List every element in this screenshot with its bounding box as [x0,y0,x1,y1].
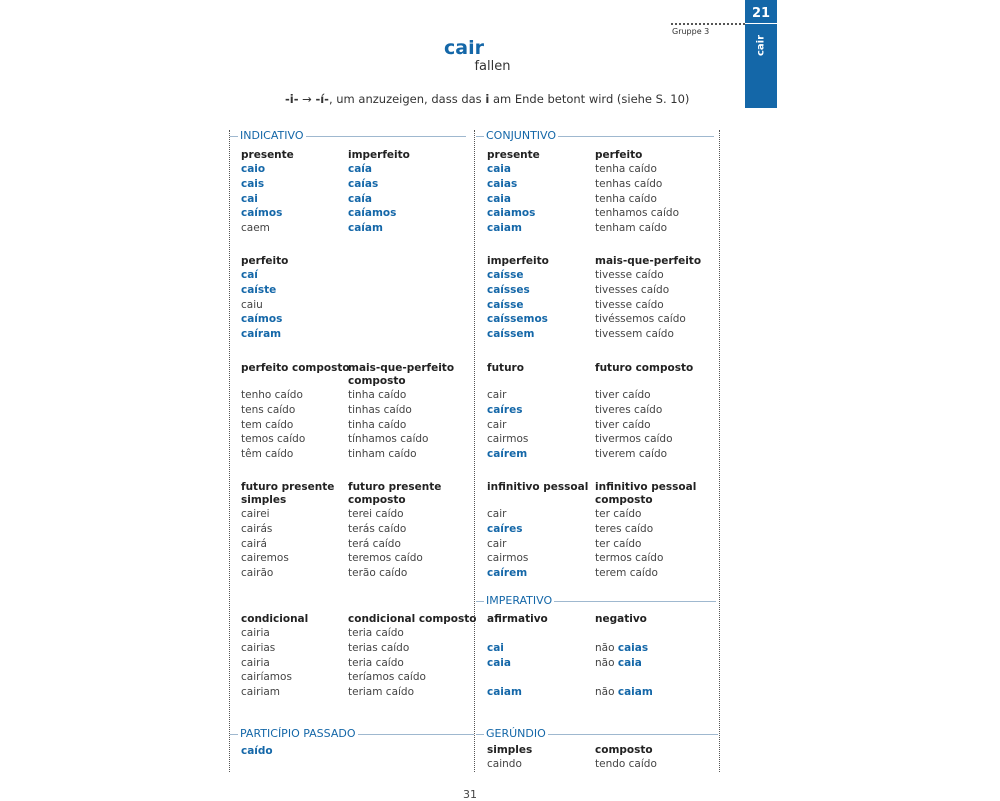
tense-heading: perfeito [241,255,289,267]
tense-heading: perfeito composto [241,362,350,374]
tense-heading-2: composto [348,494,406,506]
participio-passado [241,744,273,759]
tense-heading: futuro [487,362,524,374]
form: caio [241,163,266,175]
page-number: 31 [463,788,477,801]
gerundio-simples [487,744,532,772]
form: cairão [241,567,274,580]
form: caías [348,177,379,190]
tense-heading: imperfeito [348,149,410,161]
form: teriam caído [348,686,415,699]
rule-text-2: am Ende betont wird (siehe S. 10) [489,92,690,106]
verb-title: cair [444,37,484,59]
form-row [595,641,653,656]
form: cai [487,641,504,654]
ind-imperfeito [348,149,410,236]
conj-imperfeito [487,255,549,342]
form: caíssem [487,328,535,341]
form: cairia [241,656,270,669]
form: tinha caído [348,389,407,401]
conj-futuro-composto [595,362,693,462]
form: tiverem caído [595,448,668,461]
right-border [719,130,720,772]
form: cai [241,192,258,205]
form: caíssemos [487,313,548,326]
form: cairmos [487,552,529,565]
form: terem caído [595,567,658,580]
ind-condicional-composto [348,613,476,700]
form: tenham caído [595,222,668,235]
section-participio: PARTICÍPIO PASSADO [230,727,474,740]
form: teria caído [348,627,404,639]
form: tenhamos caído [595,207,679,220]
chapter-number: 21 [751,6,771,21]
tense-heading: presente [241,149,294,161]
form: tendo caído [595,758,657,770]
tense-heading: infinitivo pessoal [595,481,697,493]
rule-from: -i- [285,92,299,106]
form: caiamos [487,207,536,220]
tense-heading-2: simples [241,494,287,506]
ind-presente [241,149,294,236]
form: terás caído [348,522,407,535]
form: cair [487,508,507,520]
form: caiam [487,222,522,235]
form: tiver caído [595,389,651,401]
form: caiam [617,686,653,699]
inf-pessoal-composto [595,481,696,581]
form: cairíamos [241,671,292,684]
gerundio-composto [595,744,657,772]
tense-heading: negativo [595,613,647,625]
chapter-verb: cair [755,34,767,57]
form-row [595,685,653,700]
conj-perfeito [595,149,679,236]
form: tivessem caído [595,328,674,341]
section-gerundio: GERÚNDIO [476,727,718,740]
form: caímos [241,207,283,220]
form: caísse [487,298,524,311]
nao: não [595,656,615,669]
form: cairias [241,641,276,654]
form: terá caído [348,537,401,550]
form: tivesse caído [595,269,664,281]
form: tenho caído [241,389,303,401]
form-row [595,656,653,671]
form: cais [241,177,265,190]
form: tinham caído [348,448,417,461]
form: caias [617,641,649,654]
tense-heading: mais-que-perfeito [595,255,702,267]
tense-heading: mais-que-perfeito [348,362,455,374]
tense-heading: imperfeito [487,255,549,267]
tense-heading: condicional [241,613,309,625]
accent-rule [285,92,689,106]
form: caímos [241,313,283,326]
nao: não [595,686,615,699]
form: caía [348,192,372,205]
form: termos caído [595,552,664,565]
form: cair [487,537,507,550]
imp-negativo [595,613,653,700]
ind-condicional [241,613,308,700]
form: caindo [487,758,522,770]
form: teremos caído [348,552,423,565]
form: caído [241,745,273,757]
tense-heading: simples [487,744,533,756]
form: caírem [487,448,528,461]
form: tem caído [241,418,294,431]
ind-perfeito [241,255,288,342]
form: caiu [241,298,263,311]
tense-heading: futuro presente [348,481,442,493]
form: ter caído [595,508,642,520]
form: caíamos [348,207,397,220]
imp-afirmativo [487,613,548,700]
form: caíres [487,403,523,416]
tense-heading: afirmativo [487,613,548,625]
ind-futuro-composto [348,481,441,581]
verb-translation: fallen [474,59,511,74]
form: cairmos [487,433,529,446]
form: teres caído [595,522,654,535]
form: caíres [487,522,523,535]
tense-heading: perfeito [595,149,643,161]
nao: não [595,641,615,654]
form: terão caído [348,567,408,580]
form: tivéssemos caído [595,313,686,326]
form: tenha caído [595,192,657,205]
form: temos caído [241,433,306,446]
form: caísses [487,283,530,296]
tense-heading: presente [487,149,540,161]
form: caí [241,269,258,281]
form: tivermos caído [595,433,673,446]
conj-mqp [595,255,701,342]
form: caiam [487,686,522,699]
tense-heading: condicional composto [348,613,477,625]
section-indicativo: INDICATIVO [230,129,466,142]
ind-futuro-simples [241,481,334,581]
form: caírem [487,567,528,580]
section-imperativo: IMPERATIVO [476,594,716,607]
form: caíam [348,222,383,235]
form: cairiam [241,686,281,699]
form: tínhamos caído [348,433,429,446]
form: tenhas caído [595,177,663,190]
tense-heading: futuro presente [241,481,335,493]
form: cairás [241,522,273,535]
rule-text-1: , um anzuzeigen, dass das [328,92,486,106]
form: teria caído [348,656,404,669]
conj-presente [487,149,540,236]
rule-letter: i [485,92,490,106]
form: tiveres caído [595,403,663,416]
form: caía [348,163,372,175]
form: cair [487,418,507,431]
conj-futuro [487,362,528,462]
form: têm caído [241,448,294,461]
form: caíste [241,283,277,296]
form: ter caído [595,537,642,550]
form: tens caído [241,403,296,416]
tense-heading-2: composto [348,375,406,387]
tense-heading: futuro composto [595,362,694,374]
form: tenha caído [595,163,657,175]
form: caíram [241,328,282,341]
form: cairia [241,627,270,639]
rule-to: -í- [315,92,329,106]
gruppe-divider [671,23,745,25]
form: cairá [241,537,267,550]
form: tinha caído [348,418,407,431]
form: tiver caído [595,418,651,431]
gruppe-label: Gruppe 3 [672,27,710,36]
form: terei caído [348,508,404,520]
form: terias caído [348,641,410,654]
inf-pessoal [487,481,588,581]
tense-heading: composto [595,744,653,756]
form: tivesse caído [595,298,664,311]
form: caia [617,656,642,669]
form: caias [487,177,518,190]
form: caem [241,222,270,235]
form: caísse [487,269,524,281]
tense-heading: infinitivo pessoal [487,481,589,493]
form: teríamos caído [348,671,426,684]
form: caia [487,163,511,175]
form: caia [487,656,511,669]
section-conjuntivo: CONJUNTIVO [476,129,714,142]
form: caia [487,192,511,205]
form: cairemos [241,552,289,565]
left-border [229,130,230,772]
rule-arrow: → [298,92,316,106]
ind-mqp-composto [348,362,454,462]
form: tinhas caído [348,403,412,416]
tab-divider [745,23,777,24]
form: tivesses caído [595,283,670,296]
form: cairei [241,508,270,520]
form: cair [487,389,507,401]
tense-heading-2: composto [595,494,653,506]
ind-perfeito-composto [241,362,350,462]
